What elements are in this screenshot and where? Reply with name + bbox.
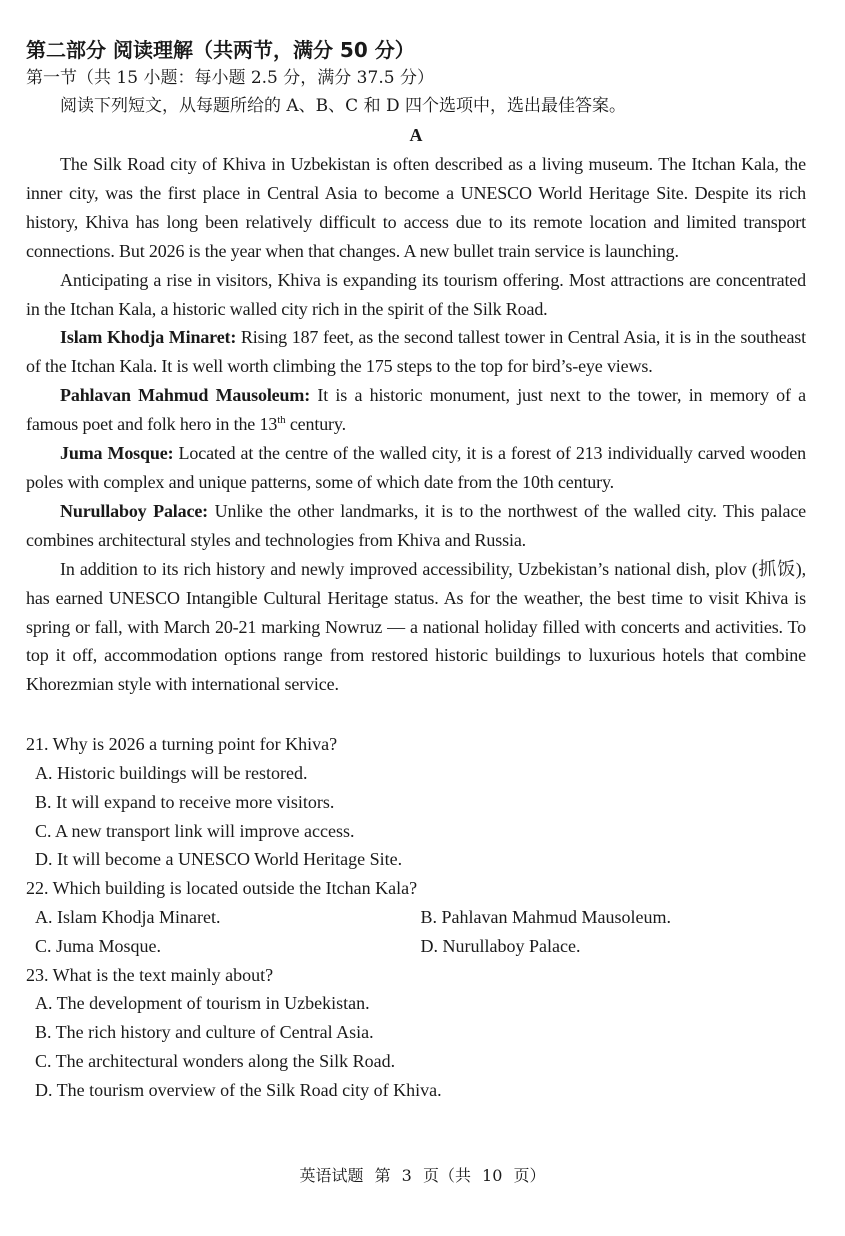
paragraph-intro: The Silk Road city of Khiva in Uzbekistan is often described as a living museum. The Itchan Kala, the inner city, was the first place in Central Asia to become a UNESCO World Heritage Site. Despite its rich history, Khiva has long been relatively difficult to access due to its remote location and limited transport connections. But 2026 is the year when that changes. A new bullet train service is launching. bbox=[26, 154, 806, 261]
paragraph-attractions: Anticipating a rise in visitors, Khiva is expanding its tourism offering. Most attractions are concentrated in the Itchan Kala, a historic walled city rich in the spirit of the Silk Road. bbox=[26, 269, 806, 319]
option-a: A. Historic buildings will be restored. bbox=[35, 763, 308, 784]
passage-label: A bbox=[409, 125, 423, 145]
page-footer: 英语试题 第 3 页（共 10 页） bbox=[299, 1166, 546, 1185]
minaret-heading: Islam Khodja Minaret: bbox=[60, 327, 237, 348]
question-22 bbox=[26, 874, 806, 960]
mosque-text: Located at the centre of the walled city, it is a forest of 213 individually carved wooden poles with complex and unique patterns, some of which date from the 10th century. bbox=[26, 443, 806, 492]
option-d: D. Nurullaboy Palace. bbox=[420, 935, 581, 956]
question-stem: 21. Why is 2026 a turning point for Khiva? bbox=[26, 734, 338, 755]
option-a: A. Islam Khodja Minaret. bbox=[35, 907, 221, 927]
option-b: B. It will expand to receive more visitors. bbox=[35, 791, 335, 812]
mausoleum-text-end: century. bbox=[285, 414, 346, 435]
minaret-text: Rising 187 feet, as the second tallest tower in Central Asia, it is in the southeast of the Itchan Kala. It is well worth climbing the 175 steps to the top for bird’s-eye views. bbox=[26, 327, 806, 377]
option-d: D. It will become a UNESCO World Heritage Site. bbox=[35, 849, 403, 870]
option-c: C. The architectural wonders along the Silk Road. bbox=[35, 1050, 396, 1071]
question-list bbox=[26, 730, 806, 1104]
question-stem: 22. Which building is located outside the Itchan Kala? bbox=[26, 878, 418, 899]
paragraph-mosque bbox=[26, 439, 806, 497]
palace-text: Unlike the other landmarks, it is to the northwest of the walled city. This palace combines architectural styles and technologies from Khiva and Russia. bbox=[26, 500, 806, 550]
option-d: D. The tourism overview of the Silk Road city of Khiva. bbox=[35, 1079, 442, 1100]
palace-heading: Nurullaboy Palace: bbox=[60, 500, 209, 521]
part-title: 第二部分 阅读理解（共两节，满分 50 分） bbox=[26, 38, 415, 62]
mosque-heading: Juma Mosque: bbox=[60, 443, 174, 464]
paragraph-culture: In addition to its rich history and newly improved accessibility, Uzbekistan’s national dish, plov (抓饭), has earned UNESCO Intangible Cultural Heritage status. As for the weather, the best time to visit Khiva is spring or fall, with March 20-21 marking Nowruz — a national holiday filled with concerts and activities. To top it off, accommodation options range from restored historic buildings to luxurious hotels that combine Khorezmian style with international service. bbox=[26, 558, 806, 695]
question-stem: 23. What is the text mainly about? bbox=[26, 964, 274, 985]
option-c: C. Juma Mosque. bbox=[35, 935, 161, 956]
section-title: 第一节（共 15 小题：每小题 2.5 分，满分 37.5 分） bbox=[26, 68, 434, 88]
option-row bbox=[26, 932, 806, 961]
option-a: A. The development of tourism in Uzbekistan. bbox=[35, 993, 370, 1014]
option-b: B. Pahlavan Mahmud Mausoleum. bbox=[420, 907, 671, 927]
option-b: B. The rich history and culture of Central Asia. bbox=[35, 1022, 374, 1043]
option-c: C. A new transport link will improve access. bbox=[35, 820, 355, 841]
paragraph-mausoleum bbox=[26, 381, 806, 439]
exam-page bbox=[26, 36, 806, 1105]
paragraph-palace bbox=[26, 497, 806, 555]
ordinal-suffix: th bbox=[277, 414, 286, 427]
question-23 bbox=[26, 961, 806, 1105]
option-row bbox=[26, 903, 806, 932]
question-21 bbox=[26, 730, 806, 874]
paragraph-minaret bbox=[26, 323, 806, 381]
passage bbox=[26, 150, 806, 699]
mausoleum-heading: Pahlavan Mahmud Mausoleum: bbox=[60, 385, 311, 406]
mausoleum-text: It is a historic monument, just next to the tower, in memory of a famous poet and folk hero in the 13 bbox=[26, 385, 806, 435]
instructions: 阅读下列短文，从每题所给的 A、B、C 和 D 四个选项中，选出最佳答案。 bbox=[60, 96, 627, 116]
